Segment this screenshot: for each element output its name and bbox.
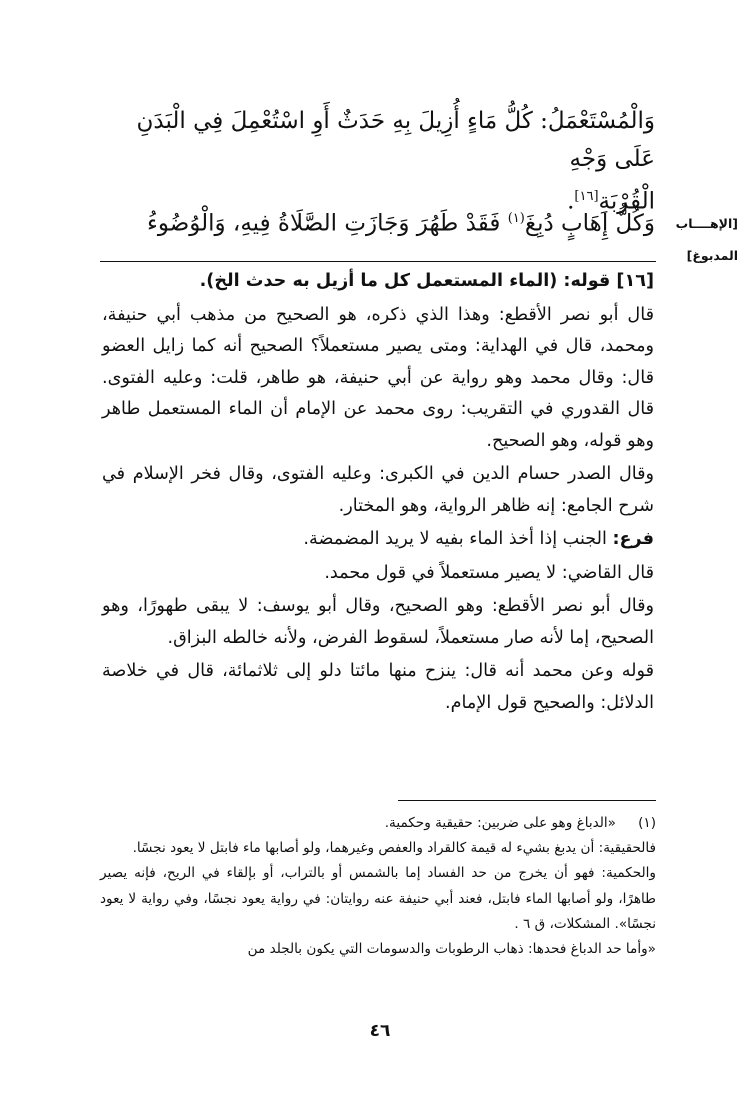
margin-heading-line: المدبوغ] bbox=[686, 248, 738, 263]
margin-heading-line: [الإهــــاب bbox=[675, 216, 738, 231]
footnote-divider bbox=[398, 800, 656, 801]
footnotes bbox=[100, 811, 656, 962]
matn-paragraph-2 bbox=[95, 200, 655, 243]
far-label: فرع: bbox=[612, 529, 654, 549]
commentary-ref: [١٦] bbox=[616, 271, 654, 291]
footnote-ref-marker: (١) bbox=[507, 211, 525, 226]
footnote-line: فالحقيقية: أن يدبغ بشيء له قيمة كالقراد والعفص وغيرهما، ولو أصابها ماء فابتل لا يعود نجسًا. bbox=[132, 840, 656, 857]
commentary-quote: (الماء المستعمل كل ما أزيل به حدث الخ). bbox=[199, 271, 558, 291]
section-divider bbox=[100, 261, 656, 262]
footnote-text: «الدباغ وهو على ضربين: حقيقية وحكمية. bbox=[384, 815, 616, 831]
commentary-qawluh: قوله: bbox=[563, 271, 611, 291]
commentary-paragraph: وقال الصدر حسام الدين في الكبرى: وعليه الفتوى، وقال فخر الإسلام في شرح الجامع: إنه ظاهر الرواية، وهو المختار. bbox=[102, 464, 654, 516]
matn-text: فَقَدْ طَهُرَ وَجَازَتِ الصَّلَاةُ فِيهِ، وَالْوُضُوءُ bbox=[147, 210, 501, 237]
commentary-paragraph: وقال أبو نصر الأقطع: وهو الصحيح، وقال أبو يوسف: لا يبقى طهورًا، وهو الصحيح، إما لأنه صار مستعملاً، لسقوط الفرض، ولأنه خالطه البزاق. bbox=[102, 596, 654, 648]
footnote-line: «وأما حد الدباغ فحدها: ذهاب الرطوبات والدسومات التي يكون بالجلد من bbox=[247, 941, 656, 958]
commentary-paragraph bbox=[102, 524, 654, 556]
footnote-line bbox=[100, 811, 656, 836]
footnote-number: (١) bbox=[638, 815, 656, 831]
footnote-line: والحكمية: فهو أن يخرج من حد الفساد إما بالشمس أو بالتراب، أو بإلقاء في الريح، فإنه يصير طاهرًا، ولو أصابها الماء فابتل، فعند أبي حنيفة عنه روايتان: في رواية يعود نجسًا، وفي رواية لا يعود نجسًا». المشكلات، ق ٦ . bbox=[100, 865, 656, 932]
matn-text: وَكُلُّ إِهَابٍ دُبِغَ bbox=[524, 210, 655, 237]
commentary bbox=[102, 266, 654, 721]
commentary-ref-marker: [١٦] bbox=[574, 189, 599, 204]
matn-period: . bbox=[567, 188, 575, 215]
commentary-paragraph: قوله وعن محمد أنه قال: ينزح منها مائتا دلو إلى ثلاثمائة، قال في خلاصة الدلائل: والصحيح قول الإمام. bbox=[102, 661, 654, 713]
matn-word: الْقُرْبَةِ bbox=[598, 188, 655, 215]
far-text: الجنب إذا أخذ الماء بفيه لا يريد المضمضة. bbox=[303, 529, 607, 549]
matn-line-1: وَالْمُسْتَعْمَلُ: كُلُّ مَاءٍ أُزِيلَ بِهِ حَدَثٌ أَوِ اسْتُعْمِلَ فِي الْبَدَنِ عَلَى وَجْهِ bbox=[136, 108, 655, 172]
commentary-paragraph: قال القاضي: لا يصير مستعملاً في قول محمد. bbox=[324, 562, 654, 583]
commentary-paragraph: قال أبو نصر الأقطع: وهذا الذي ذكره، هو الصحيح من مذهب أبي حنيفة، ومحمد، قال في الهداية: ومتى يصير مستعملاً؟ الصحيح أنه كما زايل العضو قال: وقال محمد وهو رواية عن أبي حنيفة، هو طاهر، قلت: وعليه الفتوى. قال القدوري في التقريب: روى محمد عن الإمام أن الماء المستعمل طاهر وهو قوله، وهو الصحيح. bbox=[102, 304, 654, 451]
margin-heading bbox=[656, 208, 738, 272]
page-number: ٤٦ bbox=[369, 1021, 391, 1041]
commentary-heading bbox=[102, 266, 654, 298]
